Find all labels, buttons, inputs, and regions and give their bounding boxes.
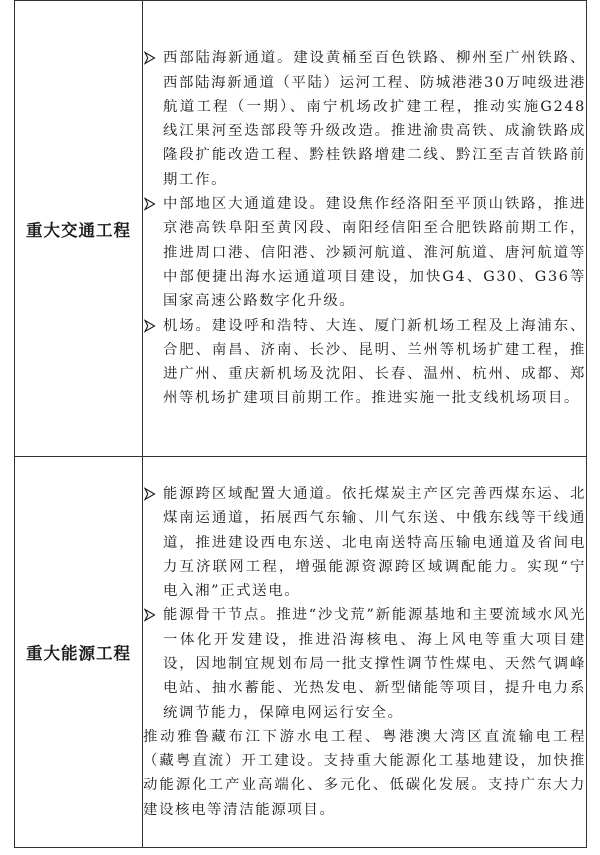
hollow-arrow-bullet-icon bbox=[143, 197, 163, 215]
content-cell bbox=[143, 1, 587, 457]
list-item bbox=[143, 482, 586, 603]
list-item bbox=[143, 603, 586, 724]
hollow-arrow-bullet-icon bbox=[143, 51, 163, 69]
hollow-arrow-bullet-icon bbox=[143, 319, 163, 337]
paragraph: 推动雅鲁藏布江下游水电工程、粤港澳大湾区直流输电工程（藏粤直流）开工建设。支持重大能源化工基地建设，加快推动能源化工产业高端化、多元化、低碳化发展。支持广东大力建设核电等清洁能源项目。 bbox=[143, 728, 586, 818]
list-item bbox=[143, 192, 586, 313]
content-cell bbox=[143, 457, 587, 848]
projects-table bbox=[14, 0, 587, 848]
item-text: 西部陆海新通道。建设黄桶至百色铁路、柳州至广州铁路、西部陆海新通道（平陆）运河工程、防城港港30万吨级进港航道工程（一期）、南宁机场改扩建工程，推动实施G248线江果河至迭部段等升级改造。推进渝贵高铁、成渝铁路成隆段扩能改造工程、黔桂铁路增建二线、黔江至吉首铁路前期工作。 bbox=[163, 50, 586, 188]
category-cell: 重大能源工程 bbox=[15, 457, 143, 848]
item-text: 中部地区大通道建设。建设焦作经洛阳至平顶山铁路，推进京港高铁阜阳至黄冈段、南阳经信阳至合肥铁路前期工作，推进周口港、信阳港、沙颍河航道、淮河航道、唐河航道等中部便捷出海水运通道项目建设，加快G4、G30、G36等国家高速公路数字化升级。 bbox=[163, 196, 586, 310]
item-text: 能源骨干节点。推进“沙戈荒”新能源基地和主要流域水风光一体化开发建设，推进沿海核电、海上风电等重大项目建设，因地制宜规划布局一批支撑性调节性煤电、天然气调峰电站、抽水蓄能、光热发电、新型储能等项目，提升电力系统调节能力，保障电网运行安全。 bbox=[163, 607, 586, 721]
list-item bbox=[143, 46, 586, 192]
item-text: 机场。建设呼和浩特、大连、厦门新机场工程及上海浦东、合肥、南昌、济南、长沙、昆明、兰州等机场扩建工程，推进广州、重庆新机场及沈阳、长春、温州、杭州、成都、郑州等机场扩建项目前期工作。推进实施一批支线机场项目。 bbox=[163, 317, 586, 407]
hollow-arrow-bullet-icon bbox=[143, 487, 163, 505]
category-cell: 重大交通工程 bbox=[15, 1, 143, 457]
table-row-transport bbox=[15, 1, 587, 457]
list-item bbox=[143, 314, 586, 411]
hollow-arrow-bullet-icon bbox=[143, 608, 163, 626]
table-row-energy bbox=[15, 457, 587, 848]
item-text: 能源跨区域配置大通道。依托煤炭主产区完善西煤东运、北煤南运通道，拓展西气东输、川气东送、中俄东线等干线通道，推进建设西电东送、北电南送特高压输电通道及省间电力互济联网工程，增强能源资源跨区域调配能力。实现“宁电入湘”正式送电。 bbox=[163, 485, 586, 600]
